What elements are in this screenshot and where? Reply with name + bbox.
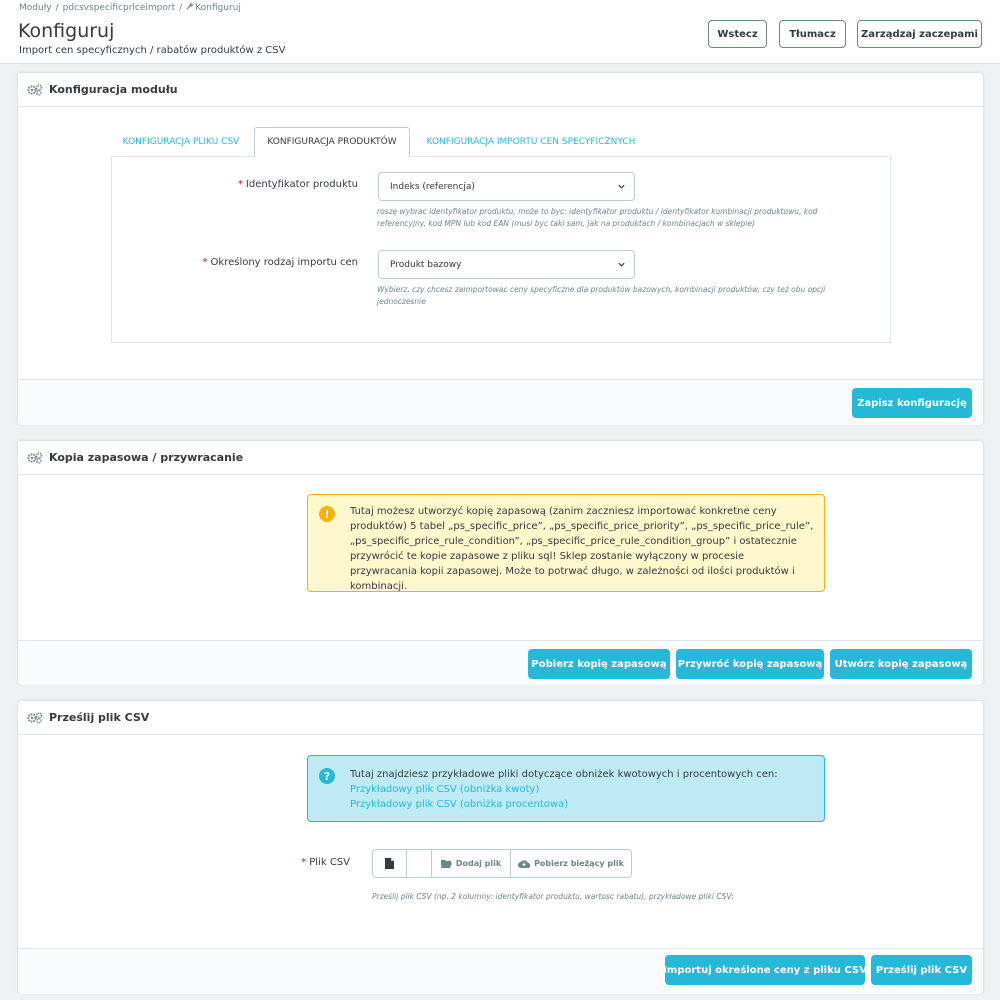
backup-warning-alert xyxy=(307,494,825,592)
config-panel-footer xyxy=(18,379,983,425)
backup-warning-text: Tutaj możesz utworzyć kopię zapasową (zanim zaczniesz importować konkretne ceny produktów) 5 tabel „ps_specific_price”, „ps_specific_price_priority”, „ps_specific_price_rule”, „ps_specific_price_rule_condition”, „ps_specific_price_rule_condition_group” i ostatecznie przywrócić te kopie zapasowe z pliku sql! Sklep zostanie wyłączony w procesie przywracania kopii zapasowej. Może to potrwać długo, w zależności od ilości produktów i kombinacji. xyxy=(350,506,814,592)
csv-file-label: * Plik CSV xyxy=(301,857,350,868)
download-backup-button[interactable]: Pobierz kopię zapasową xyxy=(528,649,670,679)
tab-specific-price-import-config[interactable]: KONFIGURACJA IMPORTU CEN SPECYFICZNYCH xyxy=(426,137,636,147)
question-icon: ? xyxy=(319,768,335,784)
restore-backup-button[interactable]: Przywróć kopię zapasową xyxy=(676,649,824,679)
product-id-help: roszę wybrac identyfikator produktu, może to byc: identyfikator produktu / identyfikator kombinacji produktowu, kod referencyjny, kod MPN lub kod EAN (musi byc taki sam, jak na produktach / kombinacjach w sklepie) xyxy=(377,207,818,228)
import-type-select[interactable]: Produkt bazowy xyxy=(378,250,635,279)
product-id-select[interactable]: Indeks (referencja) xyxy=(378,172,635,201)
cogs-icon xyxy=(27,84,43,96)
breadcrumb-item-modules[interactable]: Moduły xyxy=(19,3,52,13)
folder-open-icon xyxy=(441,859,452,868)
sample-files-text: Tutaj znajdziesz przykładowe pliki dotyczące obniżek kwotowych i procentowych cen: xyxy=(350,769,778,780)
wrench-icon xyxy=(186,2,195,13)
tab-csv-file-config[interactable]: KONFIGURACJA PLIKU CSV xyxy=(122,137,240,147)
config-panel-title: Konfiguracja modułu xyxy=(49,83,178,96)
config-panel-heading xyxy=(18,73,983,107)
create-backup-button[interactable]: Utwórz kopię zapasową xyxy=(830,649,972,679)
cogs-icon xyxy=(27,452,43,464)
cogs-icon xyxy=(27,712,43,724)
import-type-label: * Określony rodzaj importu cen xyxy=(202,257,358,268)
warning-icon: ! xyxy=(319,506,335,522)
breadcrumb-item-module[interactable]: pdcsvspecificpriceimport xyxy=(62,3,176,13)
download-current-file-button[interactable]: Pobierz bieżący plik xyxy=(511,850,631,877)
backup-panel-title: Kopia zapasowa / przywracanie xyxy=(49,451,244,464)
file-icon xyxy=(373,850,407,877)
page-header xyxy=(0,0,1000,64)
add-file-button[interactable]: Dodaj plik xyxy=(432,850,511,877)
translate-button[interactable]: Tłumacz xyxy=(779,20,846,48)
page-subtitle: Import cen specyficznych / rabatów produktów z CSV xyxy=(19,45,286,56)
sample-files-info-alert xyxy=(307,755,825,822)
save-configuration-button[interactable]: Zapisz konfigurację xyxy=(852,388,972,418)
sample-csv-percent-link[interactable]: Przykładowy plik CSV (obniżka procentowa) xyxy=(350,799,569,810)
breadcrumb: Moduły / pdcsvspecificpriceimport / Konfiguruj xyxy=(19,3,241,13)
back-button[interactable]: Wstecz xyxy=(708,20,767,48)
upload-panel xyxy=(17,700,984,994)
breadcrumb-item-configure: Konfiguruj xyxy=(195,3,241,13)
import-specific-prices-button[interactable]: Importuj określone ceny z pliku CSV xyxy=(665,955,865,985)
tab-product-config[interactable]: KONFIGURACJA PRODUKTÓW xyxy=(254,127,410,157)
chevron-down-icon xyxy=(617,260,626,269)
send-csv-file-button[interactable]: Prześlij plik CSV xyxy=(871,955,972,985)
sample-csv-amount-link[interactable]: Przykładowy plik CSV (obniżka kwoty) xyxy=(350,784,540,795)
chevron-down-icon xyxy=(617,182,626,191)
upload-panel-heading xyxy=(18,701,983,735)
page-title: Konfiguruj xyxy=(18,20,115,42)
manage-hooks-button[interactable]: Zarządzaj zaczepami xyxy=(857,20,982,48)
product-id-label: * Identyfikator produktu xyxy=(237,179,358,190)
import-type-help: Wybierz, czy chcesz zaimportowac ceny specyficzne dla produktów bazowych, kombinacji produktów, czy też obu opcji jednoczesnie xyxy=(377,285,826,306)
upload-panel-title: Prześlij plik CSV xyxy=(49,711,150,724)
csv-file-input-group xyxy=(372,849,632,878)
csv-file-help: Prześlij plik CSV (np. 2 kolumny: identyfikator produktu, wartosc rabatu), przykładowe pliki CSV: xyxy=(372,892,734,901)
cloud-download-icon xyxy=(518,859,530,868)
backup-panel-heading xyxy=(18,441,983,475)
file-name-field[interactable] xyxy=(407,850,432,877)
